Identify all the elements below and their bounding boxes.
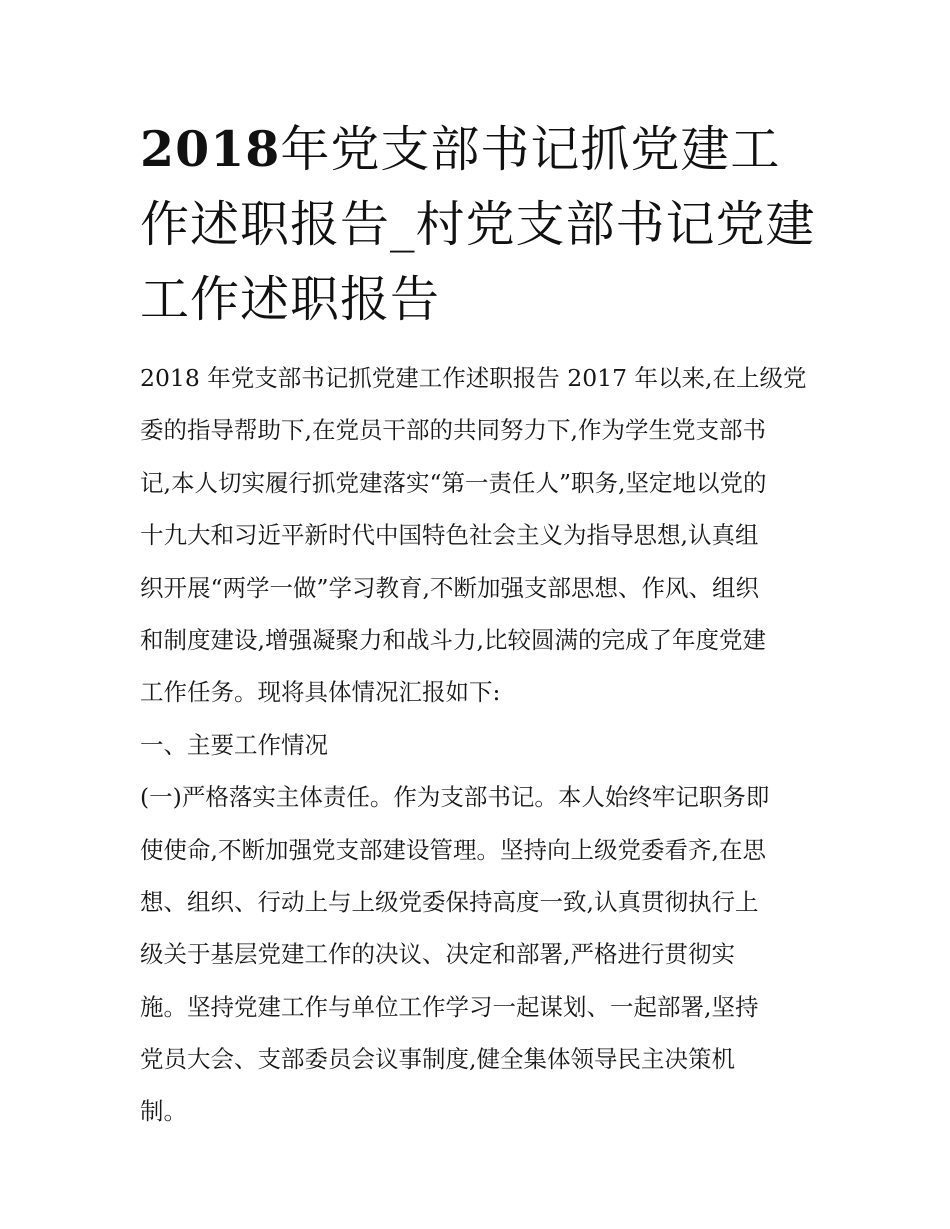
body-line: 使使命,不断加强党支部建设管理。坚持向上级党委看齐,在思 <box>140 835 766 864</box>
body-line: 制。 <box>140 1097 187 1126</box>
title-year: 2018 <box>140 120 281 178</box>
body-line: 想、组织、行动上与上级党委保持高度一致,认真贯彻执行上 <box>140 887 759 916</box>
body-line: 党员大会、支部委员会议事制度,健全集体领导民主决策机 <box>140 1045 735 1074</box>
body-line: 工作任务。现将具体情况汇报如下: <box>140 678 501 707</box>
document-body <box>140 359 820 1145</box>
body-line: 记,本人切实履行抓党建落实“第一责任人”职务,坚定地以党的 <box>140 468 767 497</box>
body-line: 和制度建设,增强凝聚力和战斗力,比较圆满的完成了年度党建 <box>140 625 766 654</box>
body-line: 2018 年党支部书记抓党建工作述职报告 2017 年以来,在上级党 <box>140 364 807 392</box>
body-line: 织开展“两学一做”学习教育,不断加强支部思想、作风、组织 <box>140 573 759 602</box>
body-line: (一)严格落实主体责任。作为支部书记。本人始终牢记职务即 <box>140 783 770 812</box>
title-text: 年党支部书记抓党建工作述职报告_村党支部书记党建工作述职报告 <box>140 121 816 328</box>
document-title <box>140 112 820 337</box>
body-line: 级关于基层党建工作的决议、决定和部署,严格进行贯彻实 <box>140 940 735 969</box>
body-line: 十九大和习近平新时代中国特色社会主义为指导思想,认真组 <box>140 521 759 550</box>
section-heading: 一、主要工作情况 <box>140 730 328 759</box>
body-line: 委的指导帮助下,在党员干部的共同努力下,作为学生党支部书 <box>140 416 766 445</box>
body-line: 施。坚持党建工作与单位工作学习一起谋划、一起部署,坚持 <box>140 992 759 1021</box>
